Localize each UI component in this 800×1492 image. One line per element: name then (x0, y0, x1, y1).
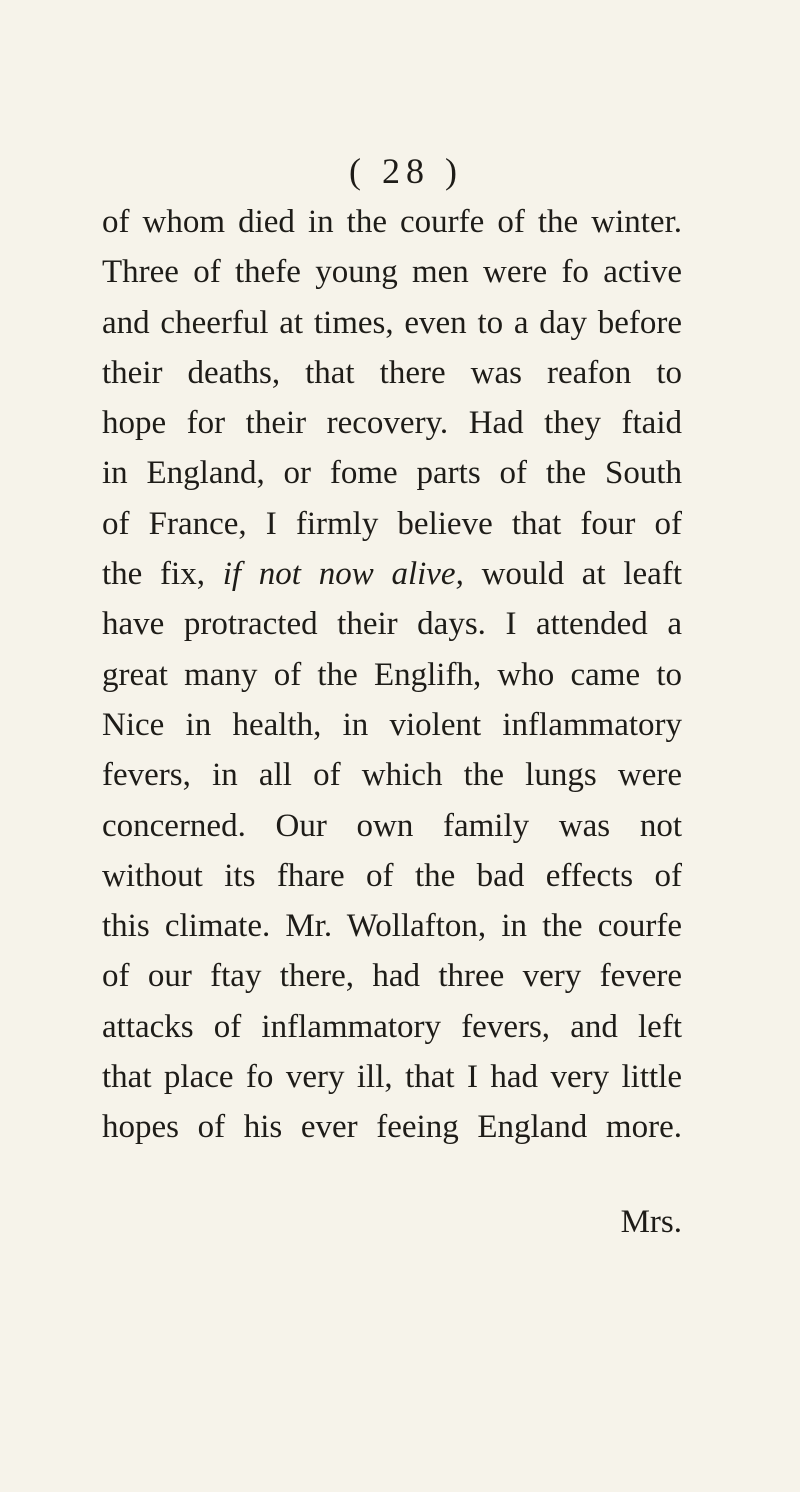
text-line: hopes of his ever feeing England more. (102, 1109, 682, 1146)
body-text (102, 197, 682, 1153)
text-line: Three of thefe young men were fo active (102, 254, 682, 291)
text-line: of whom died in the courfe of the winter. (102, 204, 682, 240)
text-segment: the fix, (102, 556, 205, 593)
text-line: of our ftay there, had three very fevere (102, 958, 682, 995)
text-line: have protracted their days. I attended a (102, 606, 682, 643)
text-line: without its fhare of the bad effects of (102, 857, 682, 894)
text-line: attacks of inflammatory fevers, and left (102, 1008, 682, 1045)
text-line: of France, I firmly believe that four of (102, 505, 682, 542)
text-line: great many of the Englifh, who came to (102, 656, 682, 693)
text-line: their deaths, that there was reafon to (102, 354, 682, 391)
text-line: Nice in health, in violent inflammatory (102, 706, 682, 743)
text-line: this climate. Mr. Wollafton, in the courfe (102, 908, 682, 945)
text-line (102, 549, 682, 599)
catchword: Mrs. (620, 1204, 682, 1240)
text-line: hope for their recovery. Had they ftaid (102, 405, 682, 442)
text-segment: would at leaft (463, 556, 682, 593)
text-line: in England, or fome parts of the South (102, 455, 682, 492)
italic-phrase: if not now alive, (204, 556, 464, 593)
text-line: fevers, in all of which the lungs were (102, 757, 682, 794)
text-line: that place fo very ill, that I had very little (102, 1059, 682, 1096)
text-line: and cheerful at times, even to a day before (102, 304, 682, 341)
text-line: concerned. Our own family was not (102, 807, 682, 844)
page-number: ( 28 ) (349, 151, 463, 191)
